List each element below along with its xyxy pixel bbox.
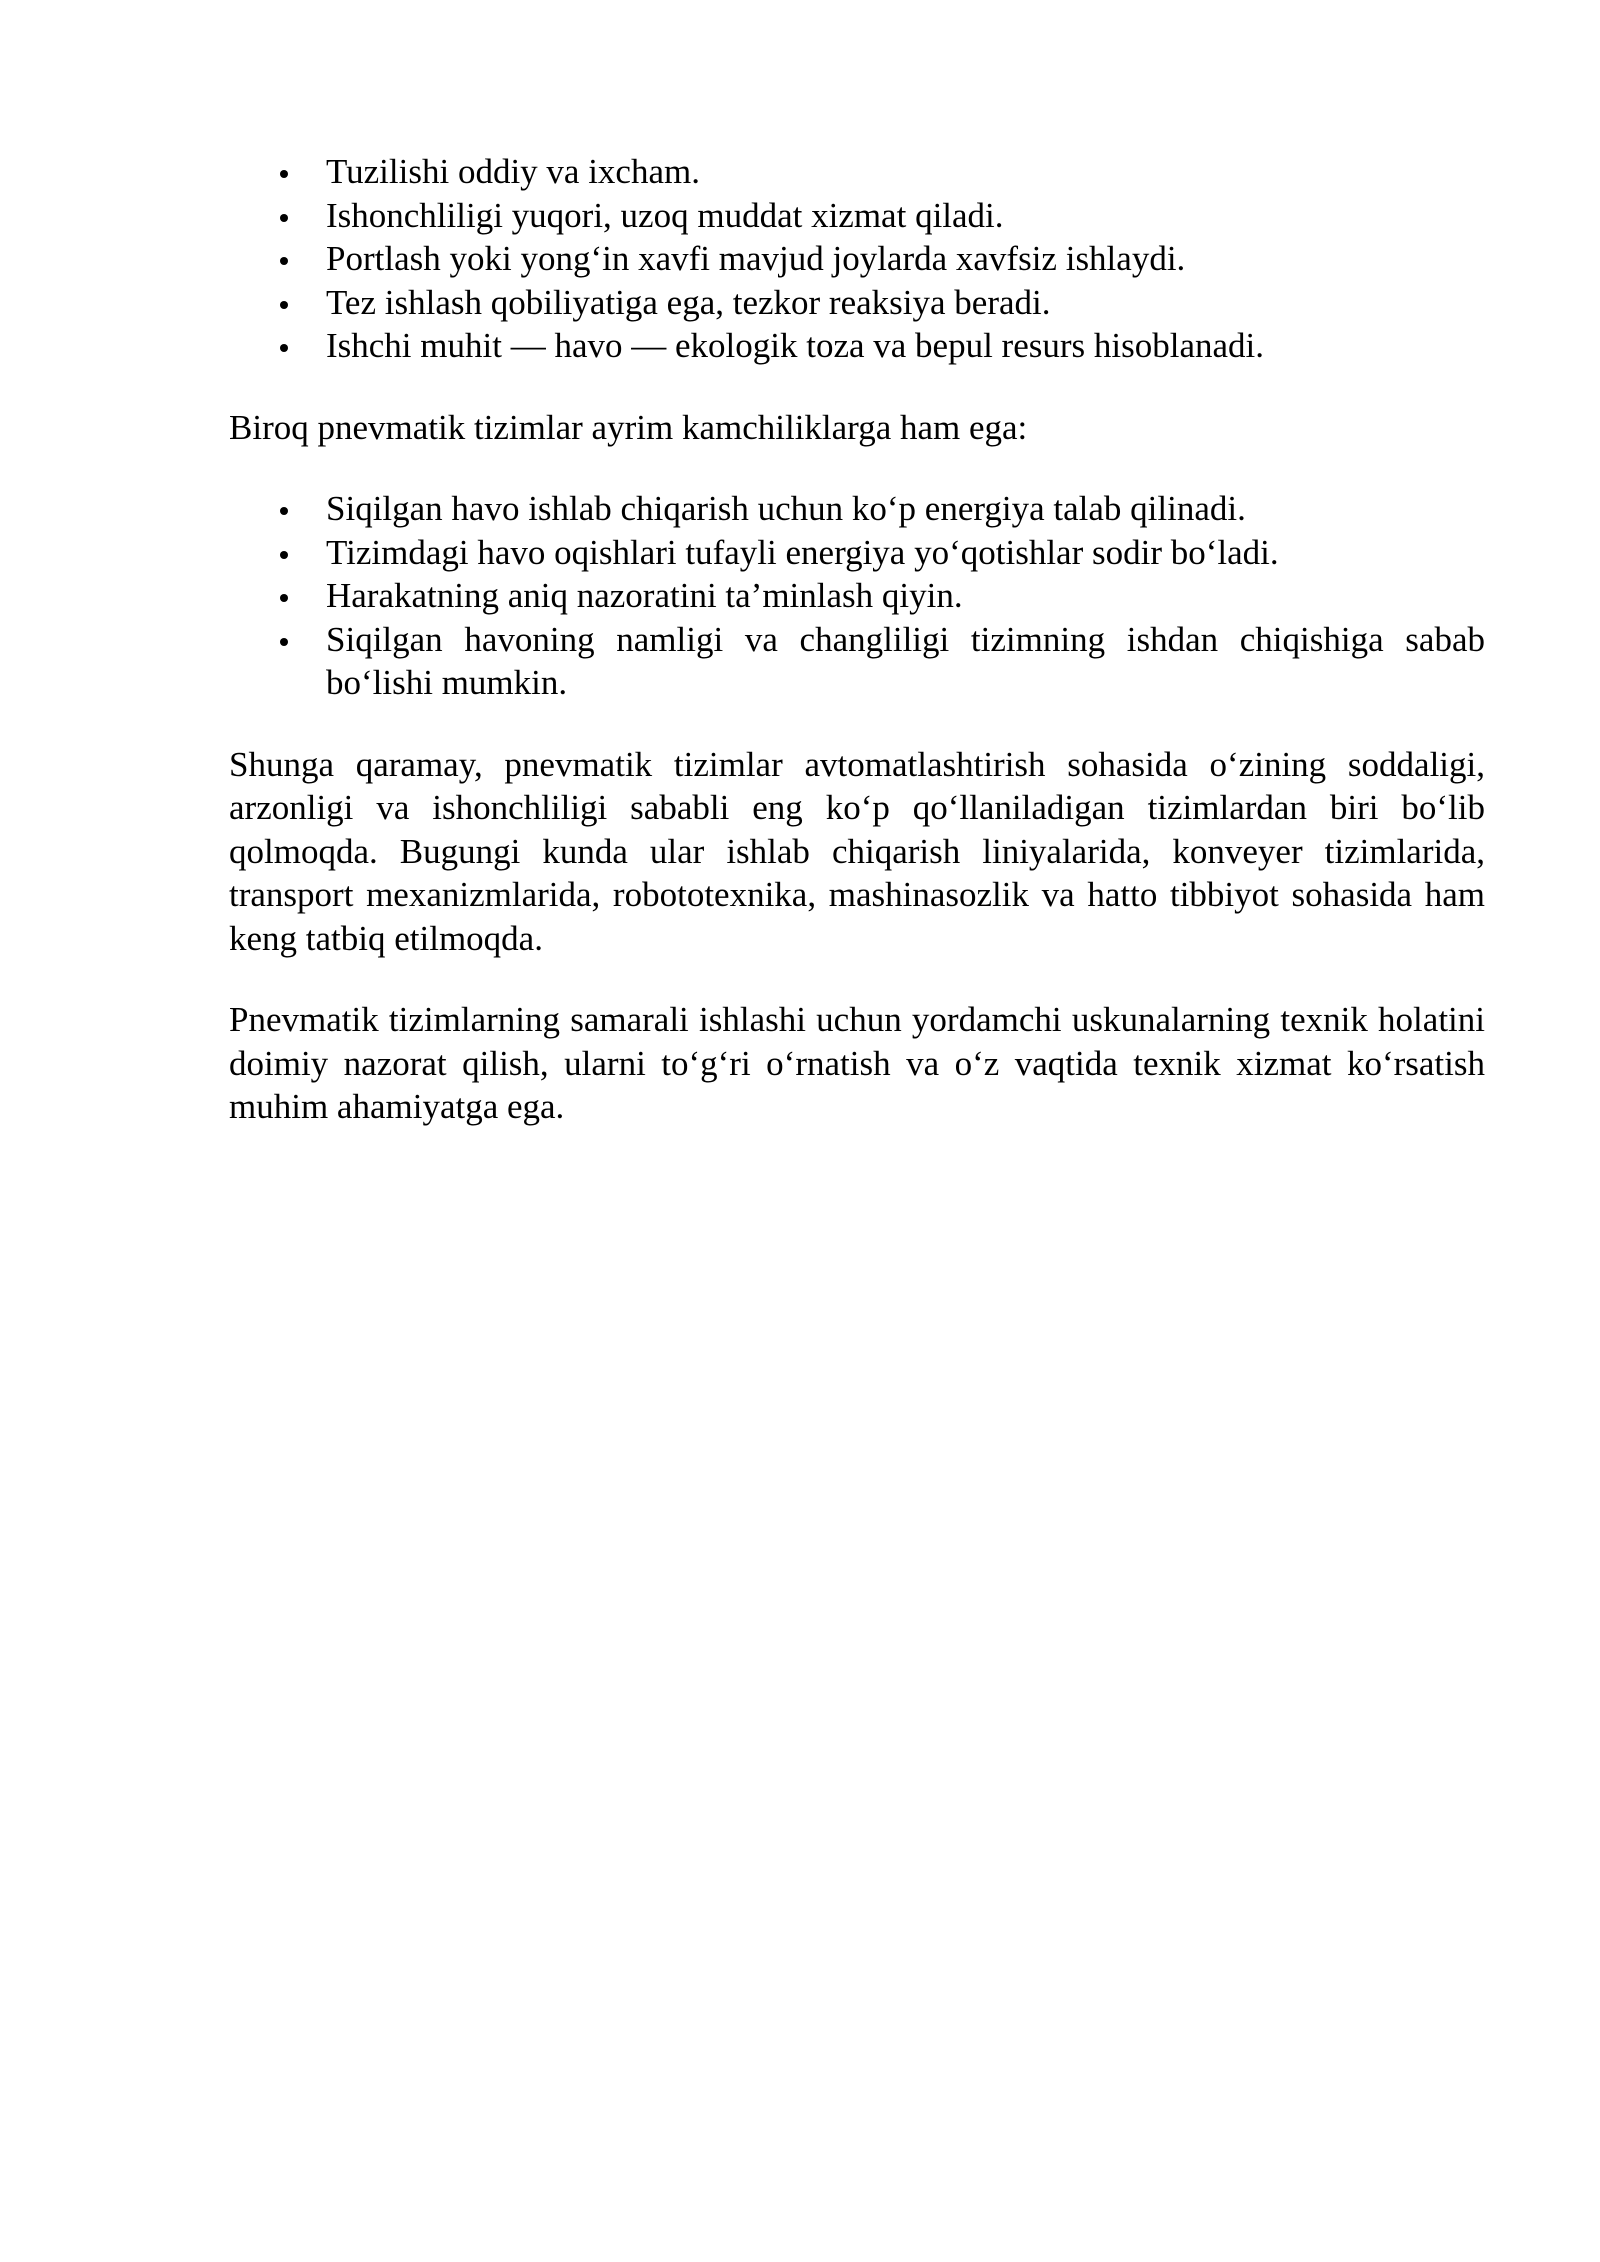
list-item: Tizimdagi havo oqishlari tufayli energiya yo‘qotishlar sodir bo‘ladi.: [229, 531, 1485, 575]
list-item: Harakatning aniq nazoratini ta’minlash qiyin.: [229, 574, 1485, 618]
paragraph-applications: Shunga qaramay, pnevmatik tizimlar avtomatlashtirish sohasida o‘zining soddaligi, arzonligi va ishonchliligi sababli eng ko‘p qo‘llaniladigan tizimlardan biri bo‘lib qolmoqda. Bugungi kunda ular ishlab chiqarish liniyalarida, konveyer tizimlarida, transport mexanizmlarida, robototexnika, mashinasozlik va hatto tibbiyot sohasida ham keng tatbiq etilmoqda.: [229, 744, 1485, 958]
paragraph-maintenance: Pnevmatik tizimlarning samarali ishlashi uchun yordamchi uskunalarning texnik holatini doimiy nazorat qilish, ularni to‘g‘ri o‘rnatish va o‘z vaqtida texnik xizmat ko‘rsatish muhim ahamiyatga ega.: [229, 1000, 1485, 1126]
disadvantages-intro: Biroq pnevmatik tizimlar ayrim kamchiliklarga ham ega:: [229, 407, 1028, 447]
list-item: Ishchi muhit — havo — ekologik toza va bepul resurs hisoblanadi.: [229, 324, 1485, 368]
disadvantages-list: [229, 487, 1485, 705]
advantages-list: [229, 150, 1485, 368]
list-item: Tez ishlash qobiliyatiga ega, tezkor reaksiya beradi.: [229, 281, 1485, 325]
list-item: Siqilgan havo ishlab chiqarish uchun ko‘p energiya talab qilinadi.: [229, 487, 1485, 531]
list-item: Portlash yoki yong‘in xavfi mavjud joylarda xavfsiz ishlaydi.: [229, 237, 1485, 281]
document-body: [229, 150, 1485, 1167]
list-item: Ishonchliligi yuqori, uzoq muddat xizmat qiladi.: [229, 194, 1485, 238]
list-item: Siqilgan havoning namligi va changliligi tizimning ishdan chiqishiga sabab bo‘lishi mumkin.: [229, 618, 1485, 705]
list-item: Tuzilishi oddiy va ixcham.: [229, 150, 1485, 194]
